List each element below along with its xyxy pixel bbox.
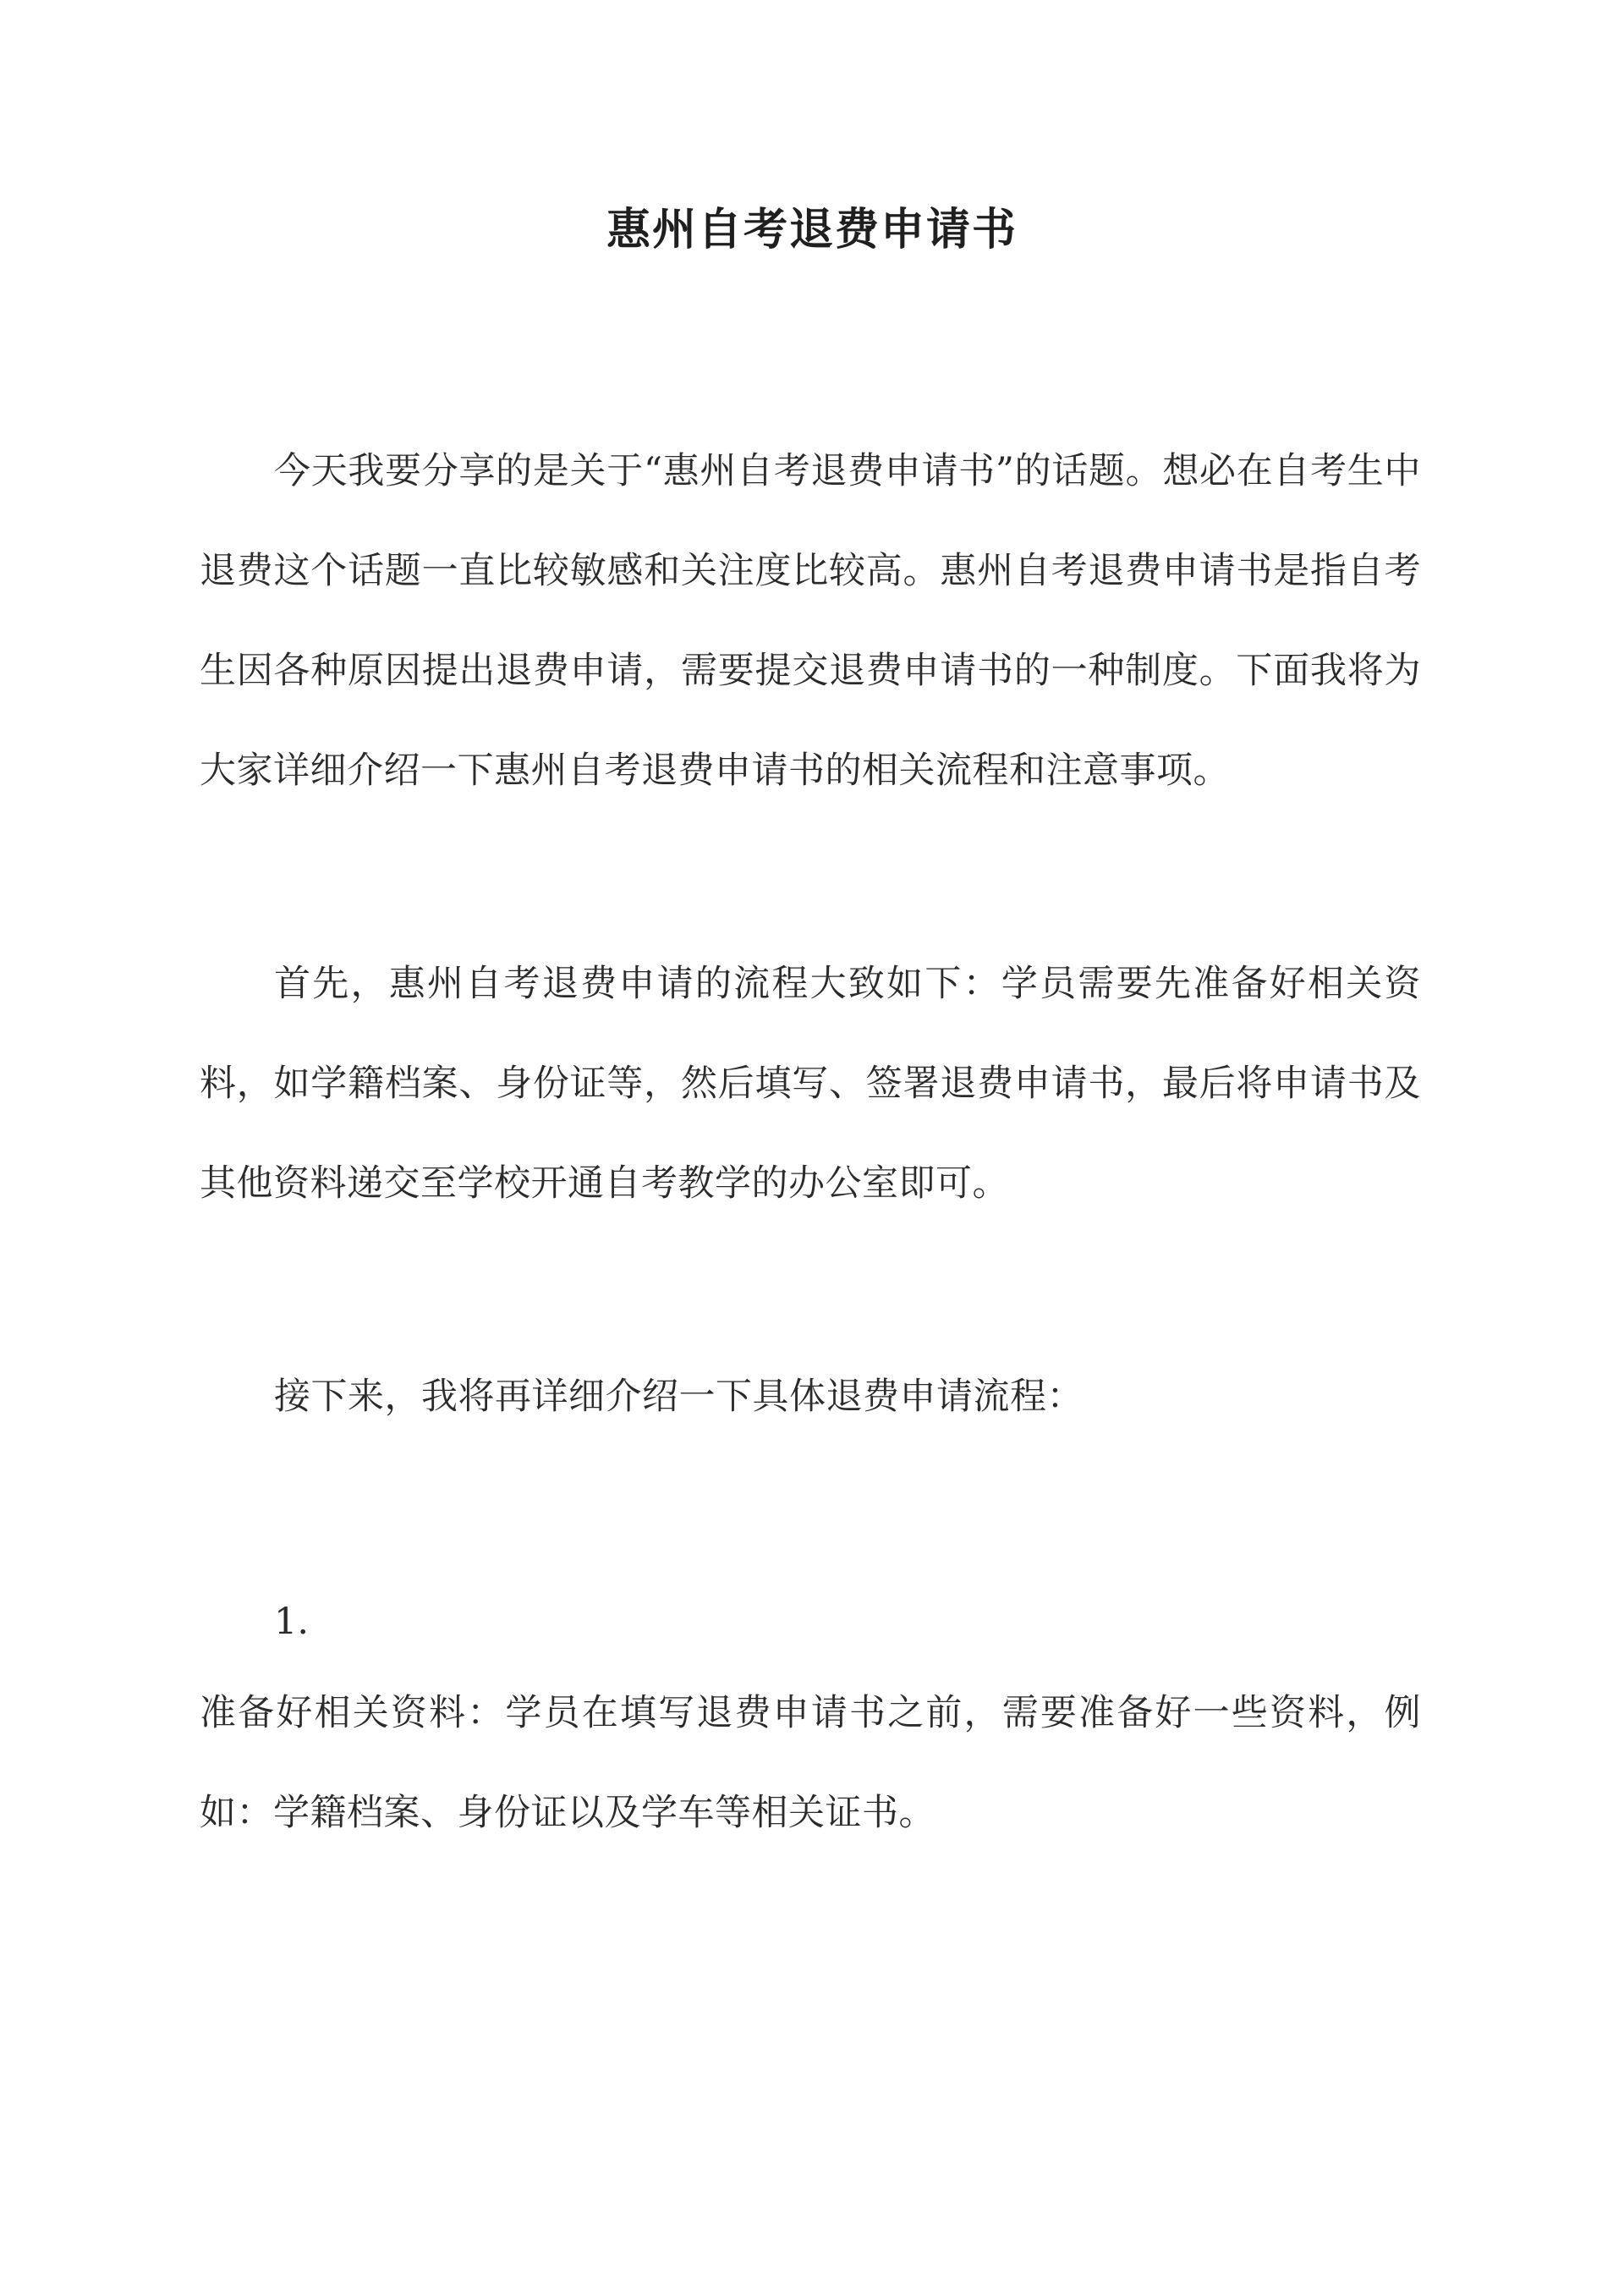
paragraph-intro: 今天我要分享的是关于“惠州自考退费申请书”的话题。想必在自考生中退费这个话题一直比较敏感和关注度比较高。惠州自考退费申请书是指自考生因各种原因提出退费申请，需要提交退费申请书的一种制度。下面我将为大家详细介绍一下惠州自考退费申请书的相关流程和注意事项。 [200,450,1421,792]
paragraph-next-steps: 接下来，我将再详细介绍一下具体退费申请流程： [274,1376,1084,1418]
document-title: 惠州自考退费申请书 [606,204,1018,255]
list-item-text: 准备好相关资料：学员在填写退费申请书之前，需要准备好一些资料，例如：学籍档案、身份证以及学车等相关证书。 [200,1692,1421,1834]
paragraph-process-overview: 首先，惠州自考退费申请的流程大致如下：学员需要先准备好相关资料，如学籍档案、身份证等，然后填写、签署退费申请书，最后将申请书及其他资料递交至学校开通自考教学的办公室即可。 [200,963,1421,1205]
list-item-number: 1. [274,1601,310,1643]
